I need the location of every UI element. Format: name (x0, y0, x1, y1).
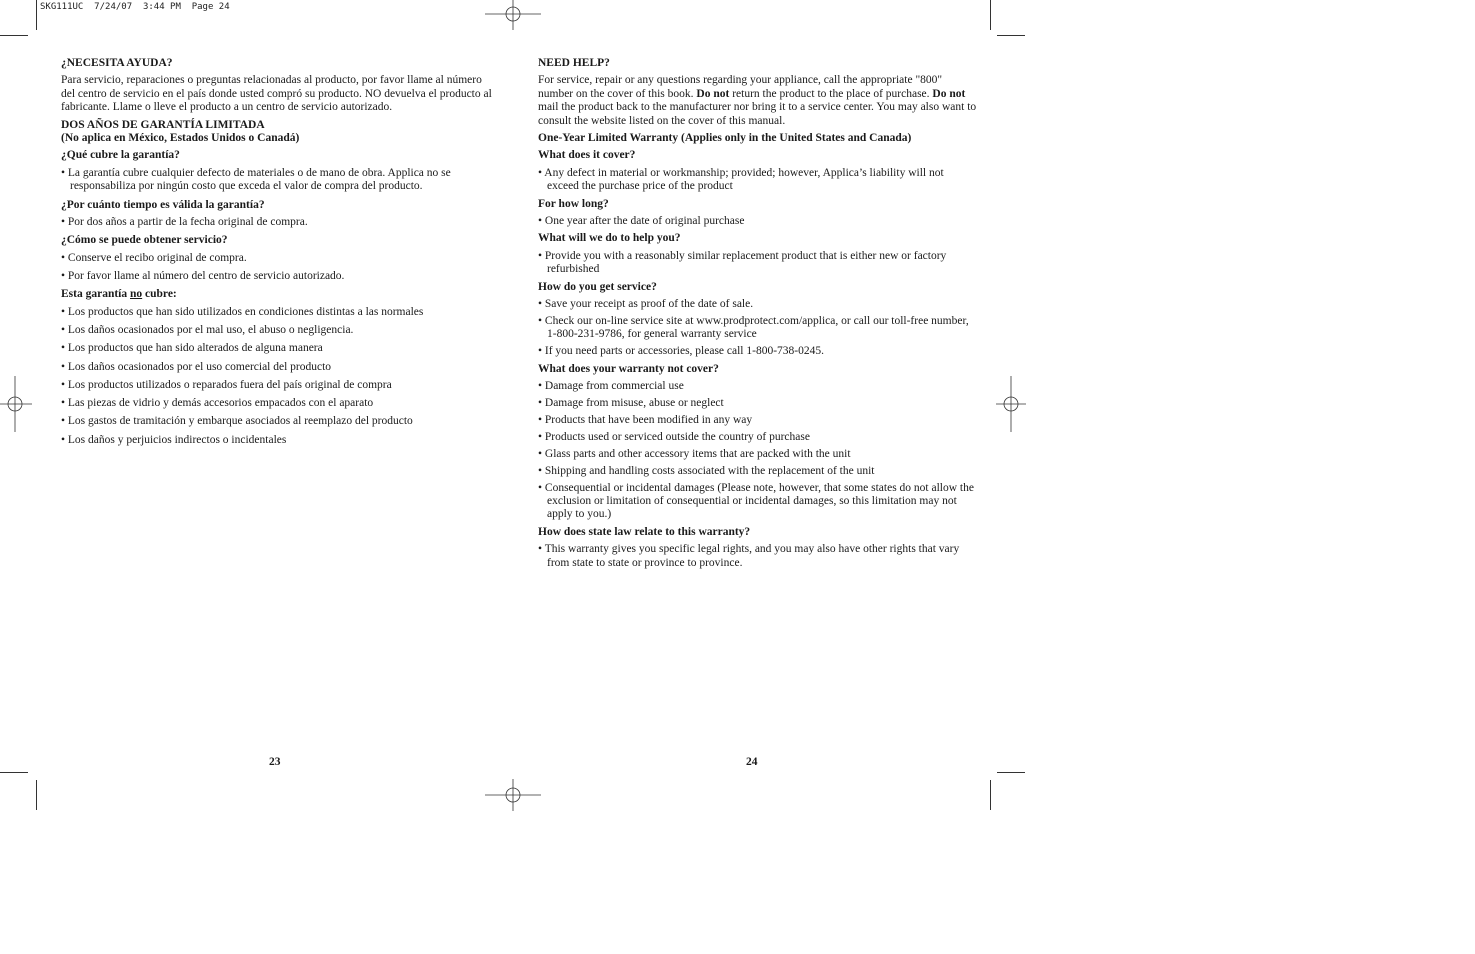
list-item: • Por favor llame al número del centro de servicio autorizado. (61, 269, 345, 282)
not-cover-list-es (61, 306, 493, 447)
crop-mark-top-right-v (990, 0, 991, 30)
duration-heading-es: ¿Por cuánto tiempo es válida la garantía? (61, 198, 265, 211)
list-item: • Los daños ocasionados por el mal uso, el abuso o negligencia. (61, 323, 354, 336)
not-cover-heading-en: What does your warranty not cover? (538, 362, 719, 375)
crop-mark-bottom-right-v (990, 780, 991, 810)
list-item: • Los productos que han sido utilizados en condiciones distintas a las normales (61, 305, 424, 318)
registration-mark-icon (485, 0, 541, 56)
list-item: • Los daños y perjuicios indirectos o incidentales (61, 433, 287, 446)
help-heading-en: What will we do to help you? (538, 232, 681, 245)
service-heading-en: How do you get service? (538, 280, 657, 293)
warranty-heading-en: One-Year Limited Warranty (Applies only in the United States and Canada) (538, 132, 912, 145)
duration-list-en (538, 215, 978, 228)
state-law-heading-en: How does state law relate to this warranty? (538, 525, 751, 538)
duration-list-es (61, 216, 493, 229)
list-item: • Conserve el recibo original de compra. (61, 251, 247, 264)
crop-mark-bottom-right-h (997, 772, 1025, 773)
print-slug-line: SKG111UC 7/24/07 3:44 PM Page 24 (40, 2, 230, 12)
crop-mark-bottom-left-v (36, 780, 37, 810)
not-cover-list-en (538, 380, 978, 522)
list-item: • Los productos utilizados o reparados fuera del país original de compra (61, 378, 392, 391)
page-number-right: 24 (746, 756, 758, 768)
need-help-text-en: For service, repair or any questions regarding your appliance, call the appropriate "800" number on the cover of this book. Do not return the product to the place of purchase. Do not mail the product back to the manufacturer nor bring it to a service center. You may also want to consult the website listed on the cover of this manual. (538, 74, 977, 127)
crop-mark-top-left-h (0, 35, 28, 36)
crop-mark-bottom-left-h (0, 772, 28, 773)
list-item: • Consequential or incidental damages (Please note, however, that some states do not allow the exclusion or limitation of consequential or incidental damages, so this limitation may not apply to you.) (538, 481, 974, 521)
service-list-en (538, 298, 978, 359)
duration-heading-en: For how long? (538, 197, 609, 210)
list-item: • Los gastos de tramitación y embarque asociados al reemplazo del producto (61, 415, 413, 428)
list-item: • One year after the date of original purchase (538, 215, 745, 228)
list-item: • If you need parts or accessories, please call 1-800-738-0245. (538, 345, 824, 358)
right-page-content (538, 57, 978, 574)
registration-mark-icon (0, 376, 56, 432)
list-item: • La garantía cubre cualquier defecto de materiales o de mano de obra. Applica no se responsabiliza por ningún costo que exceda el valor de compra del producto. (61, 166, 451, 193)
covers-heading-es: ¿Qué cubre la garantía? (61, 149, 180, 162)
list-item: • Por dos años a partir de la fecha original de compra. (61, 215, 308, 228)
covers-list-en (538, 167, 978, 194)
warranty-heading-es (61, 119, 493, 146)
list-item: • This warranty gives you specific legal rights, and you may also have other rights that vary from state to state or province to province. (538, 543, 960, 569)
not-cover-heading-es: Esta garantía no cubre: (61, 288, 177, 301)
crop-mark-top-left-v (36, 0, 37, 30)
registration-mark-icon (984, 376, 1040, 432)
covers-list-es (61, 167, 493, 194)
list-item: • Any defect in material or workmanship; provided; however, Applica’s liability will not exceed the purchase price of the product (538, 166, 944, 193)
list-item: • Check our on-line service site at www.prodprotect.com/applica, or call our toll-free number, 1-800-231-9786, for general warranty service (538, 315, 969, 341)
list-item: • Los daños ocasionados por el uso comercial del producto (61, 360, 332, 373)
list-item: • Los productos que han sido alterados de alguna manera (61, 342, 323, 355)
need-help-heading-es: ¿NECESITA AYUDA? (61, 57, 173, 69)
list-item: • Provide you with a reasonably similar replacement product that is either new or factory refurbished (538, 249, 947, 276)
service-heading-es: ¿Cómo se puede obtener servicio? (61, 234, 228, 247)
list-item: • Products used or serviced outside the country of purchase (538, 430, 810, 443)
left-page-content (61, 57, 493, 452)
need-help-text-es: Para servicio, reparaciones o preguntas relacionadas al producto, por favor llame al número del centro de servicio en el país donde usted compró su producto. NO devuelva el producto al fabricante. Llame o lleve el producto a un centro de servicio autorizado. (61, 74, 492, 114)
state-law-list-en (538, 543, 978, 570)
list-item: • Damage from misuse, abuse or neglect (538, 397, 724, 410)
list-item: • Save your receipt as proof of the date of sale. (538, 298, 754, 311)
list-item: • Shipping and handling costs associated with the replacement of the unit (538, 464, 875, 477)
underlined-word: no (130, 288, 143, 301)
service-list-es (61, 252, 493, 284)
list-item: • Products that have been modified in any way (538, 413, 753, 426)
crop-mark-top-right-h (997, 35, 1025, 36)
list-item: • Glass parts and other accessory items that are packed with the unit (538, 447, 851, 460)
warranty-heading-line-2: (No aplica en México, Estados Unidos o Canadá) (61, 132, 300, 145)
warranty-heading-line-1: DOS AÑOS DE GARANTÍA LIMITADA (61, 118, 265, 131)
need-help-heading-en: NEED HELP? (538, 57, 610, 69)
covers-heading-en: What does it cover? (538, 149, 636, 162)
page-number-left: 23 (269, 756, 281, 768)
list-item: • Damage from commercial use (538, 380, 684, 393)
list-item: • Las piezas de vidrio y demás accesorios empacados con el aparato (61, 397, 374, 410)
help-list-en (538, 250, 978, 277)
registration-mark-icon (485, 767, 541, 823)
